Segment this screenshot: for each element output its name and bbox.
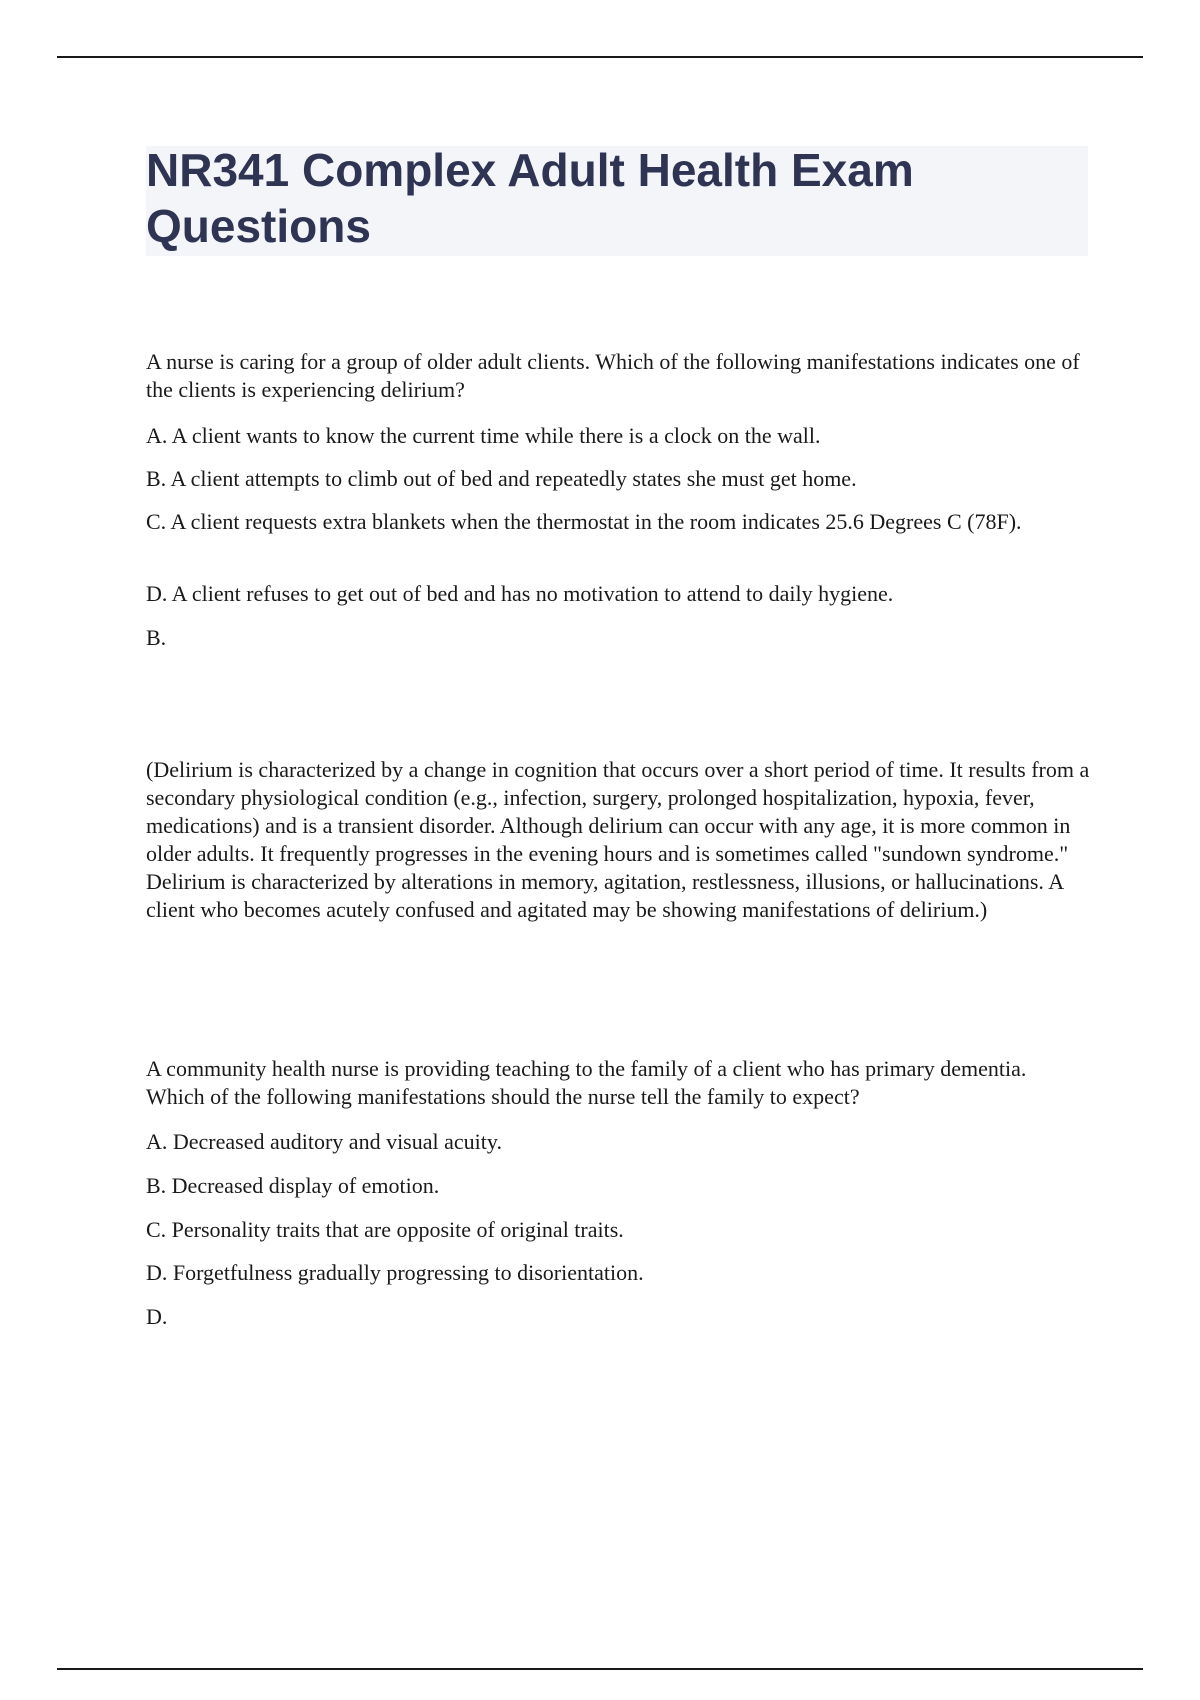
question-1-option-a: A. A client wants to know the current time while there is a clock on the wall.: [146, 423, 821, 448]
document-title: NR341 Complex Adult Health Exam Questions: [146, 144, 914, 252]
question-1-option-d: D. A client refuses to get out of bed and has no motivation to attend to daily hygiene.: [146, 581, 894, 606]
question-2-option-c: C. Personality traits that are opposite of original traits.: [146, 1217, 624, 1242]
question-2-option-d: D. Forgetfulness gradually progressing to disorientation.: [146, 1260, 644, 1285]
question-2-answer: D.: [146, 1304, 168, 1329]
question-1-option-c: C. A client requests extra blankets when the thermostat in the room indicates 25.6 Degrees C (78F).: [146, 509, 1022, 534]
question-2-option-a: A. Decreased auditory and visual acuity.: [146, 1129, 502, 1154]
question-1-stem: A nurse is caring for a group of older adult clients. Which of the following manifestations indicates one of the clients is experiencing delirium?: [146, 349, 1080, 402]
question-1-answer: B.: [146, 625, 167, 650]
top-rule: [57, 56, 1143, 58]
bottom-rule: [57, 1668, 1143, 1670]
question-2-option-b: B. Decreased display of emotion.: [146, 1173, 440, 1198]
question-1-option-b: B. A client attempts to climb out of bed and repeatedly states she must get home.: [146, 466, 857, 491]
question-2-stem: A community health nurse is providing teaching to the family of a client who has primary dementia. Which of the following manifestations should the nurse tell the family to expect?: [146, 1056, 1027, 1109]
question-1-rationale: (Delirium is characterized by a change in cognition that occurs over a short period of time. It results from a secondary physiological condition (e.g., infection, surgery, prolonged hospitalization, hypoxia, fever, medications) and is a transient disorder. Although delirium can occur with any age, it is more common in older adults. It frequently progresses in the evening hours and is sometimes called "sundown syndrome." Delirium is characterized by alterations in memory, agitation, restlessness, illusions, or hallucinations. A client who becomes acutely confused and agitated may be showing manifestations of delirium.): [146, 757, 1090, 922]
